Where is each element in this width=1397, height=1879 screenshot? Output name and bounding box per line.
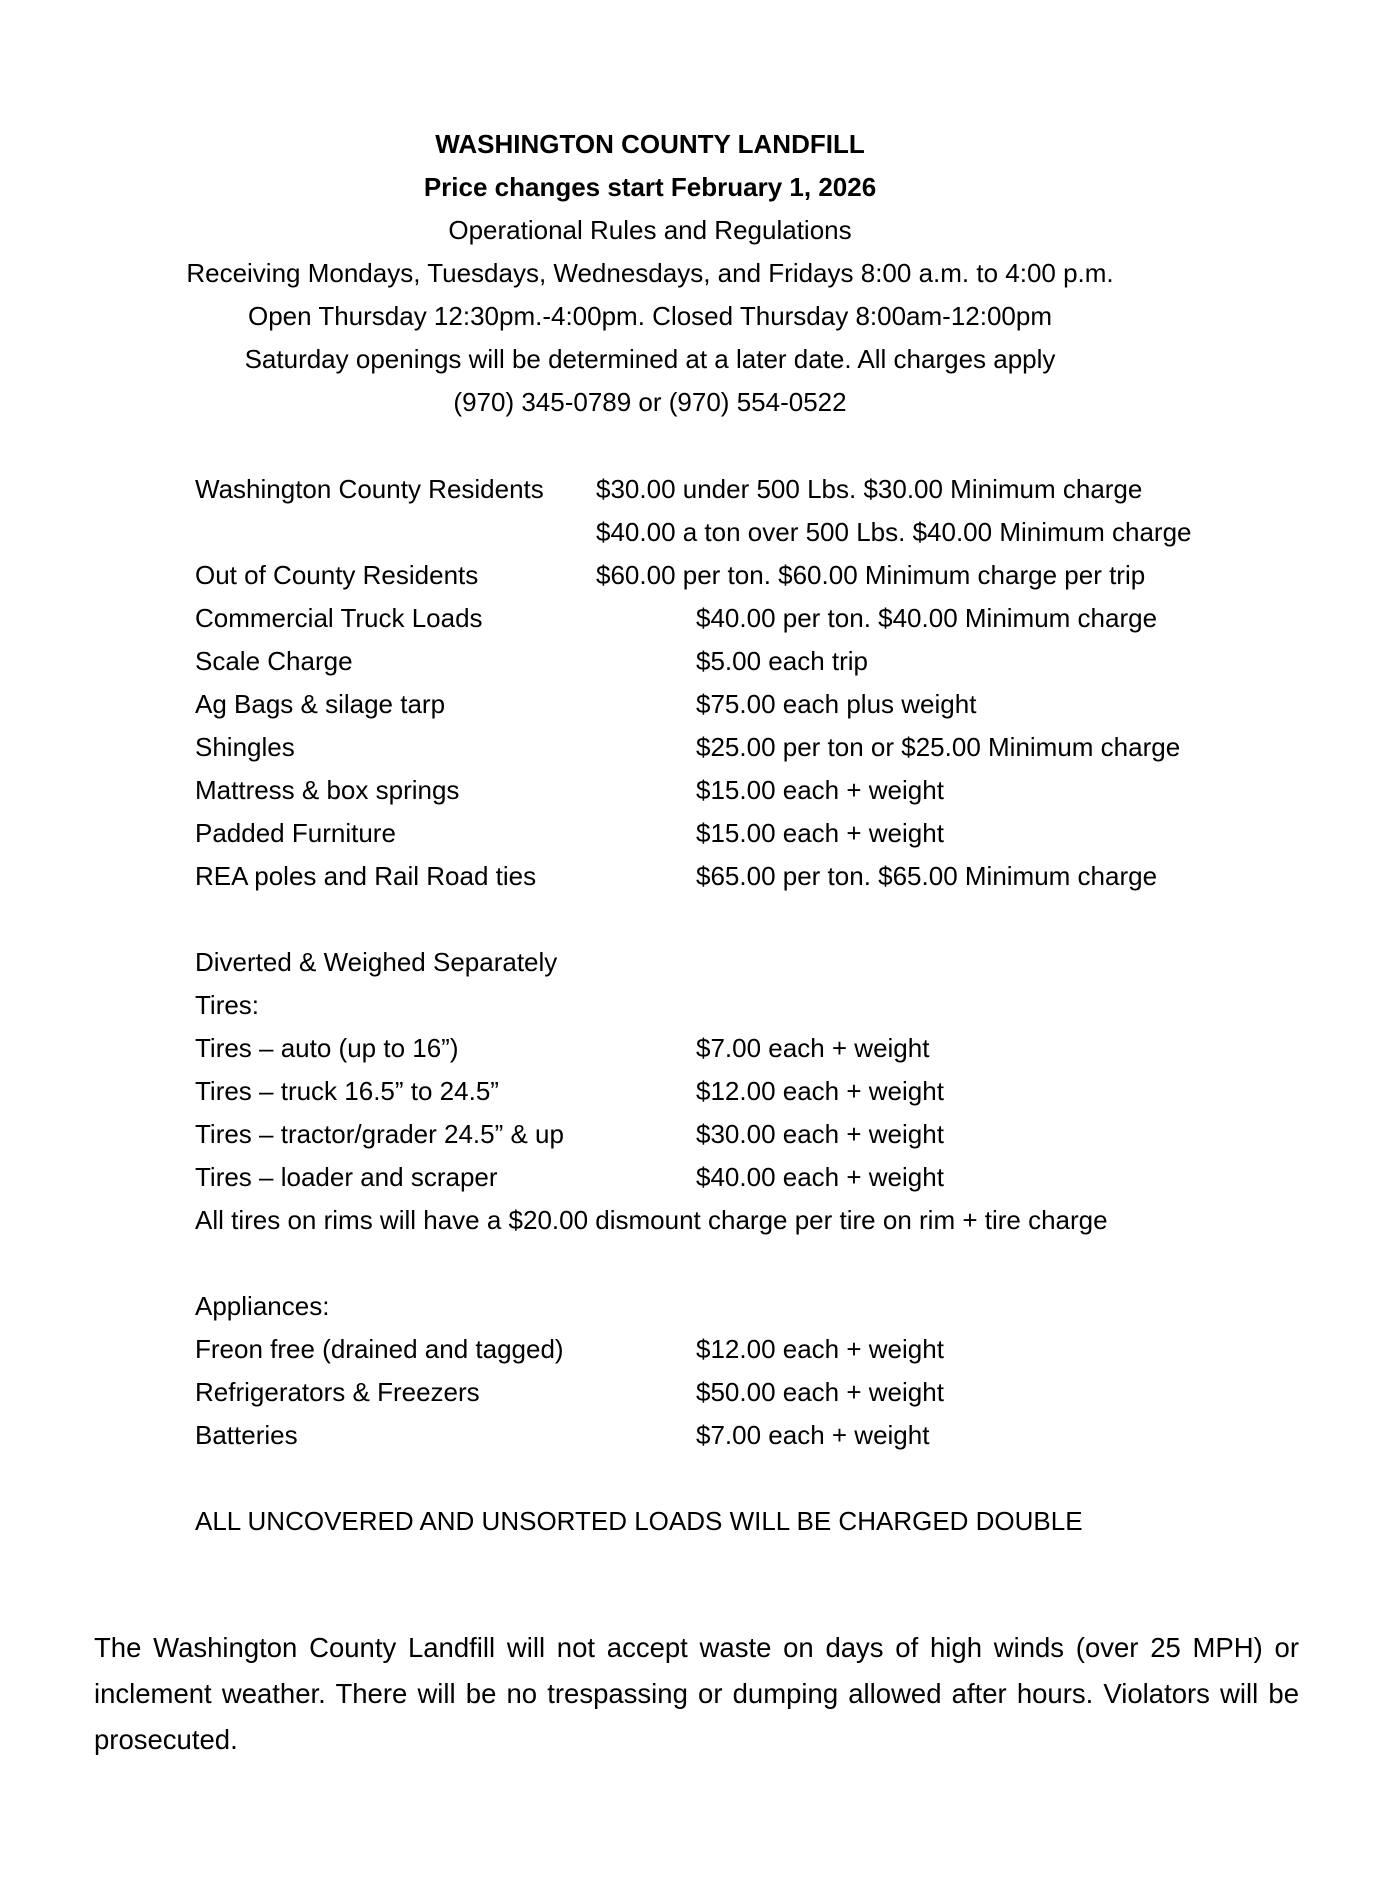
appliance-item: Freon free (drained and tagged)	[195, 1334, 564, 1364]
rate-price: $15.00 each + weight	[696, 775, 944, 805]
price-change-date: Price changes start February 1, 2026	[423, 172, 877, 202]
tire-price: $40.00 each + weight	[696, 1162, 944, 1192]
rate-price: $30.00 under 500 Lbs. $30.00 Minimum charge	[596, 474, 1143, 504]
rate-item: Washington County Residents	[195, 474, 544, 504]
rate-price: $25.00 per ton or $25.00 Minimum charge	[696, 732, 1181, 762]
rate-item: Commercial Truck Loads	[195, 603, 483, 633]
rate-row	[0, 601, 1397, 635]
phone-numbers: (970) 345-0789 or (970) 554-0522	[453, 387, 847, 417]
appliance-row	[0, 1332, 1397, 1366]
rate-price: $15.00 each + weight	[696, 818, 944, 848]
tire-price: $7.00 each + weight	[696, 1033, 930, 1063]
rate-row	[0, 472, 1397, 506]
rate-price: $75.00 each plus weight	[696, 689, 977, 719]
rate-item: Out of County Residents	[195, 560, 479, 590]
rate-item: REA poles and Rail Road ties	[195, 861, 537, 891]
rate-price: $40.00 per ton. $40.00 Minimum charge	[696, 603, 1158, 633]
rims-note-row	[0, 1203, 1397, 1237]
appliance-price: $50.00 each + weight	[696, 1377, 944, 1407]
rate-price: $60.00 per ton. $60.00 Minimum charge per trip	[596, 560, 1146, 590]
rate-price: $40.00 a ton over 500 Lbs. $40.00 Minimum charge	[596, 517, 1192, 547]
rate-row	[0, 859, 1397, 893]
rate-item: Shingles	[195, 732, 295, 762]
rate-item: Ag Bags & silage tarp	[195, 689, 446, 719]
appliance-item: Refrigerators & Freezers	[195, 1377, 480, 1407]
tire-item: Tires – truck 16.5” to 24.5”	[195, 1076, 499, 1106]
document-title: WASHINGTON COUNTY LANDFILL	[435, 129, 865, 159]
diverted-heading: Diverted & Weighed Separately	[195, 947, 558, 977]
double-charge-notice: ALL UNCOVERED AND UNSORTED LOADS WILL BE CHARGED DOUBLE	[195, 1506, 1083, 1536]
weekday-hours: Receiving Mondays, Tuesdays, Wednesdays, and Fridays 8:00 a.m. to 4:00 p.m.	[186, 258, 1114, 288]
rate-item: Mattress & box springs	[195, 775, 460, 805]
rate-price: $5.00 each trip	[696, 646, 869, 676]
tires-subheading-row	[0, 988, 1397, 1022]
rate-row	[0, 730, 1397, 764]
rate-row	[0, 816, 1397, 850]
tire-row	[0, 1074, 1397, 1108]
tire-item: Tires – loader and scraper	[195, 1162, 498, 1192]
rate-row	[0, 773, 1397, 807]
appliances-heading-row	[0, 1289, 1397, 1323]
thursday-hours: Open Thursday 12:30pm.-4:00pm. Closed Thursday 8:00am-12:00pm	[247, 301, 1053, 331]
rate-row	[0, 644, 1397, 678]
rate-price: $65.00 per ton. $65.00 Minimum charge	[696, 861, 1158, 891]
rate-item: Scale Charge	[195, 646, 353, 676]
tire-row	[0, 1160, 1397, 1194]
rate-row	[0, 515, 1397, 549]
tire-price: $30.00 each + weight	[696, 1119, 944, 1149]
rims-note: All tires on rims will have a $20.00 dismount charge per tire on rim + tire charge	[195, 1205, 1108, 1235]
rate-row	[0, 558, 1397, 592]
appliances-heading: Appliances:	[195, 1291, 330, 1321]
tire-row	[0, 1117, 1397, 1151]
appliance-price: $7.00 each + weight	[696, 1420, 930, 1450]
appliance-item: Batteries	[195, 1420, 298, 1450]
appliance-row	[0, 1418, 1397, 1452]
tires-subheading: Tires:	[195, 990, 260, 1020]
rules-heading: Operational Rules and Regulations	[448, 215, 852, 245]
rate-row	[0, 687, 1397, 721]
tire-item: Tires – auto (up to 16”)	[195, 1033, 459, 1063]
appliance-row	[0, 1375, 1397, 1409]
appliance-price: $12.00 each + weight	[696, 1334, 944, 1364]
tire-item: Tires – tractor/grader 24.5” & up	[195, 1119, 564, 1149]
tire-row	[0, 1031, 1397, 1065]
rate-item: Padded Furniture	[195, 818, 396, 848]
tires-heading-row	[0, 945, 1397, 979]
saturday-note: Saturday openings will be determined at a later date. All charges apply	[244, 344, 1056, 374]
notice-row	[0, 1504, 1397, 1538]
tire-price: $12.00 each + weight	[696, 1076, 944, 1106]
weather-policy-paragraph: The Washington County Landfill will not accept waste on days of high winds (over 25 MPH) or inclement weather. There will be no trespassing or dumping allowed after hours. Violators will be prosecuted.	[94, 1632, 1299, 1755]
